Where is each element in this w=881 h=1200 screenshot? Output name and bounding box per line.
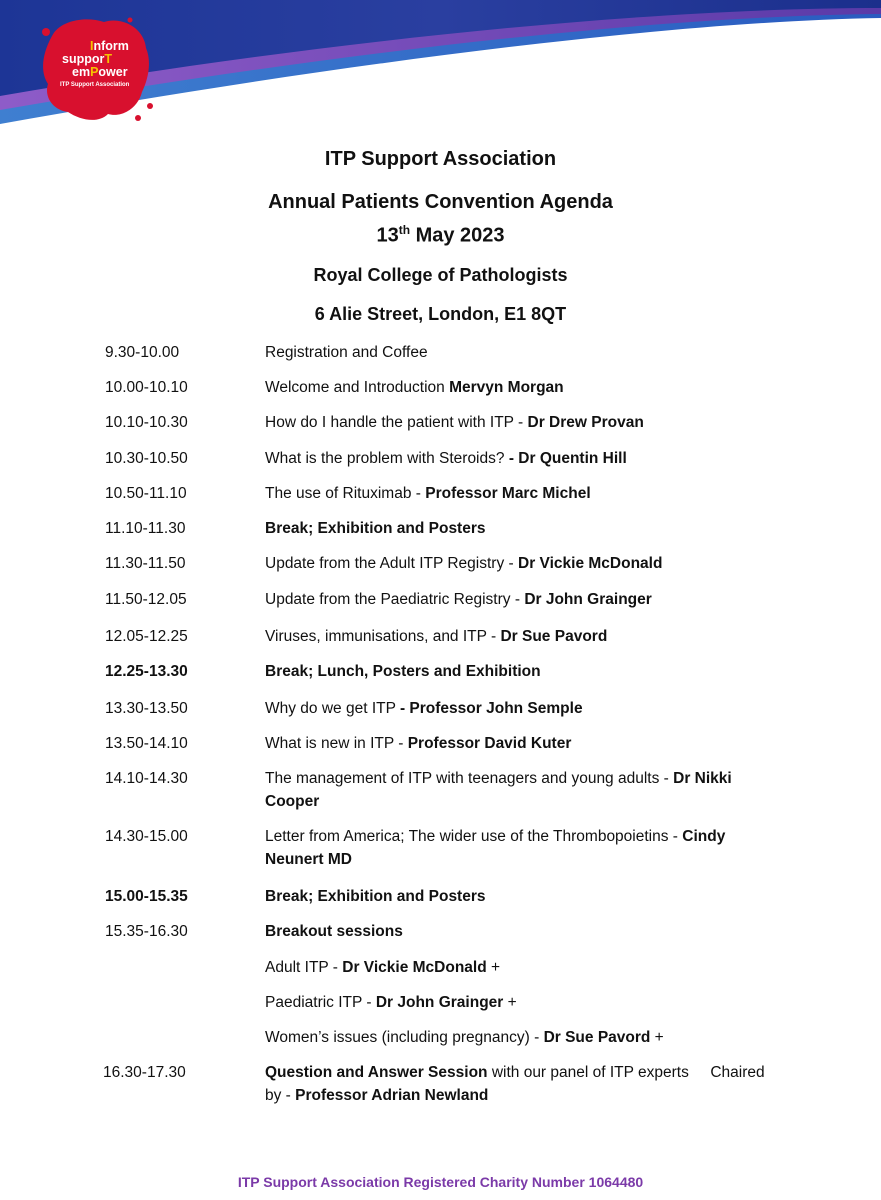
agenda-description bbox=[265, 697, 775, 720]
agenda-text: with our panel of ITP experts Chaired by - bbox=[265, 1064, 769, 1104]
agenda-speaker: Breakout sessions bbox=[265, 923, 403, 940]
agenda-description bbox=[265, 732, 775, 755]
logo-line-empower: emPower bbox=[72, 65, 128, 79]
agenda-speaker: Dr Vickie McDonald bbox=[518, 555, 663, 572]
agenda-description bbox=[265, 341, 775, 364]
agenda-description bbox=[265, 1061, 785, 1107]
agenda-time: 10.10-10.30 bbox=[105, 414, 188, 431]
agenda-time: 10.30-10.50 bbox=[105, 450, 188, 467]
agenda-description bbox=[265, 956, 775, 979]
agenda-speaker: Professor Adrian Newland bbox=[295, 1087, 489, 1104]
agenda-description bbox=[265, 1026, 775, 1049]
agenda-text: Registration and Coffee bbox=[265, 344, 428, 361]
agenda-description bbox=[265, 767, 775, 813]
agenda-time: 11.50-12.05 bbox=[105, 591, 187, 608]
agenda-text: + bbox=[650, 1029, 664, 1046]
agenda-text: Viruses, immunisations, and ITP - bbox=[265, 628, 501, 645]
agenda-time: 9.30-10.00 bbox=[105, 344, 180, 361]
agenda-text: What is the problem with Steroids? bbox=[265, 450, 509, 467]
agenda-speaker: Question and Answer Session bbox=[265, 1064, 488, 1081]
logo-line-inform: Inform bbox=[90, 39, 129, 53]
agenda-time: 13.50-14.10 bbox=[105, 735, 188, 752]
agenda-description bbox=[265, 376, 775, 399]
logo-org-name: ITP Support Association bbox=[60, 82, 130, 88]
agenda-speaker: Dr Sue Pavord bbox=[500, 628, 608, 645]
agenda-description bbox=[265, 991, 775, 1014]
header-venue: Royal College of Pathologists bbox=[313, 265, 568, 285]
agenda-time: 11.30-11.50 bbox=[105, 555, 186, 572]
agenda-text: What is new in ITP - bbox=[265, 735, 408, 752]
agenda-description bbox=[265, 885, 775, 908]
agenda-text: Women’s issues (including pregnancy) - bbox=[265, 1029, 544, 1046]
agenda-time: 11.10-11.30 bbox=[105, 520, 186, 537]
page-title: Annual Patients Convention Agenda bbox=[268, 191, 613, 213]
footer-charity-number: ITP Support Association Registered Charity Number 1064480 bbox=[237, 1174, 644, 1190]
agenda-description bbox=[265, 411, 775, 434]
agenda-speaker: Break; Lunch, Posters and Exhibition bbox=[265, 663, 541, 680]
agenda-time: 14.30-15.00 bbox=[105, 828, 188, 845]
agenda-speaker: Professor Marc Michel bbox=[425, 485, 591, 502]
agenda-text: + bbox=[486, 959, 501, 976]
agenda-time: 15.35-16.30 bbox=[105, 923, 188, 940]
agenda-speaker: Dr Nikki Cooper bbox=[265, 770, 732, 810]
agenda-time: 10.50-11.10 bbox=[105, 485, 187, 502]
agenda-text: Welcome and Introduction bbox=[265, 379, 450, 396]
agenda-speaker: Dr Sue Pavord bbox=[543, 1029, 651, 1046]
agenda-text: Why do we get ITP bbox=[265, 700, 400, 717]
agenda-speaker: Break; Exhibition and Posters bbox=[265, 520, 486, 537]
header-date: 13th May 2023 bbox=[376, 223, 505, 247]
agenda-speaker: Dr Drew Provan bbox=[527, 414, 644, 431]
agenda-text: Adult ITP - bbox=[265, 959, 343, 976]
logo-line-support: supporT bbox=[62, 52, 112, 66]
agenda-text: The use of Rituximab - bbox=[265, 485, 426, 502]
agenda-description bbox=[265, 552, 775, 575]
agenda-speaker: Dr John Grainger bbox=[375, 994, 504, 1011]
agenda-speaker: Mervyn Morgan bbox=[449, 379, 564, 396]
agenda-description bbox=[265, 517, 775, 540]
agenda-time: 14.10-14.30 bbox=[105, 770, 188, 787]
header-address: 6 Alie Street, London, E1 8QT bbox=[314, 304, 567, 324]
agenda-time: 12.05-12.25 bbox=[105, 628, 188, 645]
agenda-time: 16.30-17.30 bbox=[103, 1064, 186, 1081]
agenda-speaker: Professor David Kuter bbox=[407, 735, 572, 752]
agenda-description bbox=[265, 920, 775, 943]
header-org: ITP Support Association bbox=[324, 148, 557, 170]
agenda-text: Letter from America; The wider use of the Thrombopoietins - bbox=[265, 828, 683, 845]
agenda-speaker: Dr Vickie McDonald bbox=[342, 959, 487, 976]
agenda-text: Update from the Adult ITP Registry - bbox=[265, 555, 518, 572]
agenda-speaker: Cindy Neunert MD bbox=[265, 828, 726, 868]
agenda-text: How do I handle the patient with ITP - bbox=[265, 414, 528, 431]
agenda-description bbox=[265, 447, 775, 470]
agenda-text: Update from the Paediatric Registry - bbox=[265, 591, 525, 608]
agenda-time: 13.30-13.50 bbox=[105, 700, 188, 717]
agenda-description bbox=[265, 588, 775, 611]
agenda-description bbox=[265, 625, 775, 648]
agenda-text: The management of ITP with teenagers and young adults - bbox=[265, 770, 674, 787]
agenda-time: 12.25-13.30 bbox=[105, 663, 188, 680]
agenda-speaker: Dr John Grainger bbox=[524, 591, 652, 608]
agenda-speaker: Break; Exhibition and Posters bbox=[265, 888, 486, 905]
agenda-description bbox=[265, 825, 775, 871]
agenda-text: Paediatric ITP - bbox=[265, 994, 376, 1011]
agenda-text: + bbox=[503, 994, 517, 1011]
agenda-description bbox=[265, 482, 775, 505]
agenda-speaker: - Professor John Semple bbox=[399, 700, 583, 717]
agenda-time: 10.00-10.10 bbox=[105, 379, 188, 396]
agenda-time: 15.00-15.35 bbox=[105, 888, 188, 905]
agenda-description bbox=[265, 660, 775, 683]
agenda-speaker: - Dr Quentin Hill bbox=[508, 450, 627, 467]
